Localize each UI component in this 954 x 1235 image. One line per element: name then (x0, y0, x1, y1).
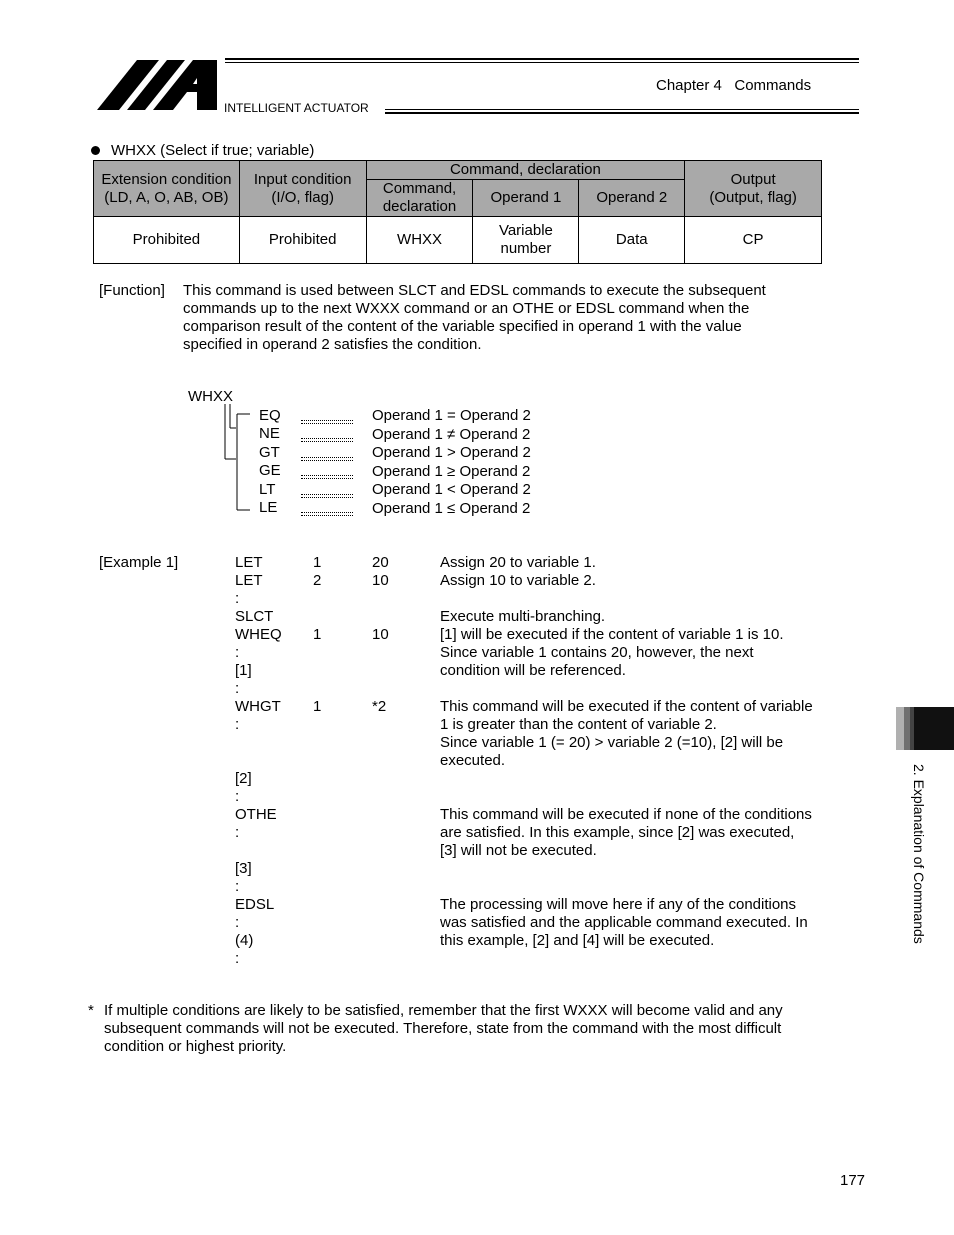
condition-meaning: Operand 1 < Operand 2 (372, 481, 531, 498)
condition-code: GE (259, 462, 281, 479)
dotted-leader (301, 512, 353, 516)
example-operand-1: 2 (313, 572, 322, 589)
brand-text: INTELLIGENT ACTUATOR (224, 101, 369, 115)
example-description: Assign 20 to variable 1. (440, 554, 596, 571)
condition-code: LT (259, 481, 276, 498)
chapter-side-tab (896, 707, 954, 750)
example-description: [3] will not be executed. (440, 842, 597, 859)
header-rule-top-thin (225, 62, 859, 63)
function-label: [Function] (99, 282, 165, 299)
condition-code: GT (259, 444, 280, 461)
dotted-leader (301, 494, 353, 498)
note-line: If multiple conditions are likely to be satisfied, remember that the first WXXX will become valid and any (104, 1002, 783, 1019)
example-command: SLCT (235, 608, 274, 625)
example-command: : (235, 680, 240, 697)
example-description: Execute multi-branching. (440, 608, 606, 625)
header-rule-bottom-thin (385, 109, 859, 110)
example-label: [Example 1] (99, 554, 179, 571)
function-line: comparison result of the content of the variable specified in operand 1 with the value (183, 318, 742, 335)
dotted-leader (301, 420, 353, 424)
example-command: : (235, 716, 240, 733)
header-command-declaration: Command, declaration (366, 180, 473, 217)
condition-meaning: Operand 1 ≤ Operand 2 (372, 500, 531, 517)
example-command: : (235, 878, 240, 895)
header-input-condition: Input condition (I/O, flag) (239, 161, 366, 217)
dotted-leader (301, 457, 353, 461)
condition-meaning: Operand 1 ≥ Operand 2 (372, 463, 531, 480)
function-text (183, 282, 843, 354)
example-command: OTHE (235, 806, 277, 823)
function-line: This command is used between SLCT and EDSL commands to execute the subsequent (183, 282, 766, 299)
page-number: 177 (840, 1172, 866, 1189)
side-tab-label: 2. Explanation of Commands (911, 764, 927, 944)
dotted-leader (301, 438, 353, 442)
example-command: : (235, 788, 240, 805)
header-output: Output (Output, flag) (685, 161, 822, 217)
header-extension-condition: Extension condition (LD, A, O, AB, OB) (94, 161, 240, 217)
dotted-leader (301, 475, 353, 479)
example-description: This command will be executed if none of the conditions (440, 806, 812, 823)
example-description: executed. (440, 752, 506, 769)
example-command: : (235, 950, 240, 967)
cell-operand-2: Data (579, 217, 685, 264)
condition-meaning: Operand 1 = Operand 2 (372, 407, 531, 424)
example-operand-1: 1 (313, 698, 322, 715)
condition-code: NE (259, 425, 280, 442)
header-rule-bottom (385, 112, 859, 114)
example-command: LET (235, 572, 263, 589)
example-command: (4) (235, 932, 254, 949)
cell-input: Prohibited (239, 217, 366, 264)
note-marker: * (88, 1002, 94, 1019)
example-command: : (235, 824, 240, 841)
chapter-title: Chapter 4 Commands (656, 77, 812, 94)
example-description: this example, [2] and [4] will be executed. (440, 932, 715, 949)
example-description: Since variable 1 contains 20, however, the next (440, 644, 754, 661)
note-text (104, 1002, 844, 1056)
cell-extension: Prohibited (94, 217, 240, 264)
condition-meaning: Operand 1 ≠ Operand 2 (372, 426, 531, 443)
example-command: : (235, 590, 240, 607)
example-description: was satisfied and the applicable command executed. In (440, 914, 808, 931)
header-rule-top (225, 58, 859, 60)
example-command: EDSL (235, 896, 275, 913)
section-title: WHXX (Select if true; variable) (111, 142, 315, 159)
iai-logo (97, 58, 219, 112)
diagram-brackets (220, 404, 260, 516)
example-description: Since variable 1 (= 20) > variable 2 (=10), [2] will be (440, 734, 784, 751)
example-description: Assign 10 to variable 2. (440, 572, 596, 589)
example-description: The processing will move here if any of the conditions (440, 896, 797, 913)
note-line: condition or highest priority. (104, 1038, 287, 1055)
condition-code: LE (259, 499, 278, 516)
example-description: 1 is greater than the content of variable 2. (440, 716, 717, 733)
cell-output: CP (685, 217, 822, 264)
condition-meaning: Operand 1 > Operand 2 (372, 444, 531, 461)
function-line: specified in operand 2 satisfies the condition. (183, 336, 482, 353)
example-operand-2: 10 (372, 572, 389, 589)
header-operand-2: Operand 2 (579, 180, 685, 217)
example-operand-2: *2 (372, 698, 387, 715)
example-command: [3] (235, 860, 252, 877)
example-command: [1] (235, 662, 252, 679)
example-command: [2] (235, 770, 252, 787)
example-command: WHGT (235, 698, 281, 715)
cell-command: WHXX (366, 217, 473, 264)
condition-code: EQ (259, 407, 281, 424)
diagram-root: WHXX (188, 388, 233, 405)
example-description: are satisfied. In this example, since [2] was executed, (440, 824, 795, 841)
command-table (93, 160, 822, 264)
example-operand-2: 10 (372, 626, 389, 643)
example-command: WHEQ (235, 626, 282, 643)
bullet-icon (91, 146, 100, 155)
header-command-group: Command, declaration (366, 161, 685, 180)
function-line: commands up to the next WXXX command or an OTHE or EDSL command when the (183, 300, 750, 317)
example-command: : (235, 644, 240, 661)
example-description: This command will be executed if the content of variable (440, 698, 813, 715)
example-operand-1: 1 (313, 554, 322, 571)
cell-operand-1: Variable number (473, 217, 579, 264)
example-description: [1] will be executed if the content of variable 1 is 10. (440, 626, 784, 643)
note-line: subsequent commands will not be executed. Therefore, state from the command with the most difficult (104, 1020, 782, 1037)
example-operand-2: 20 (372, 554, 389, 571)
example-command: LET (235, 554, 263, 571)
example-command: : (235, 914, 240, 931)
example-description: condition will be referenced. (440, 662, 626, 679)
header-operand-1: Operand 1 (473, 180, 579, 217)
example-operand-1: 1 (313, 626, 322, 643)
